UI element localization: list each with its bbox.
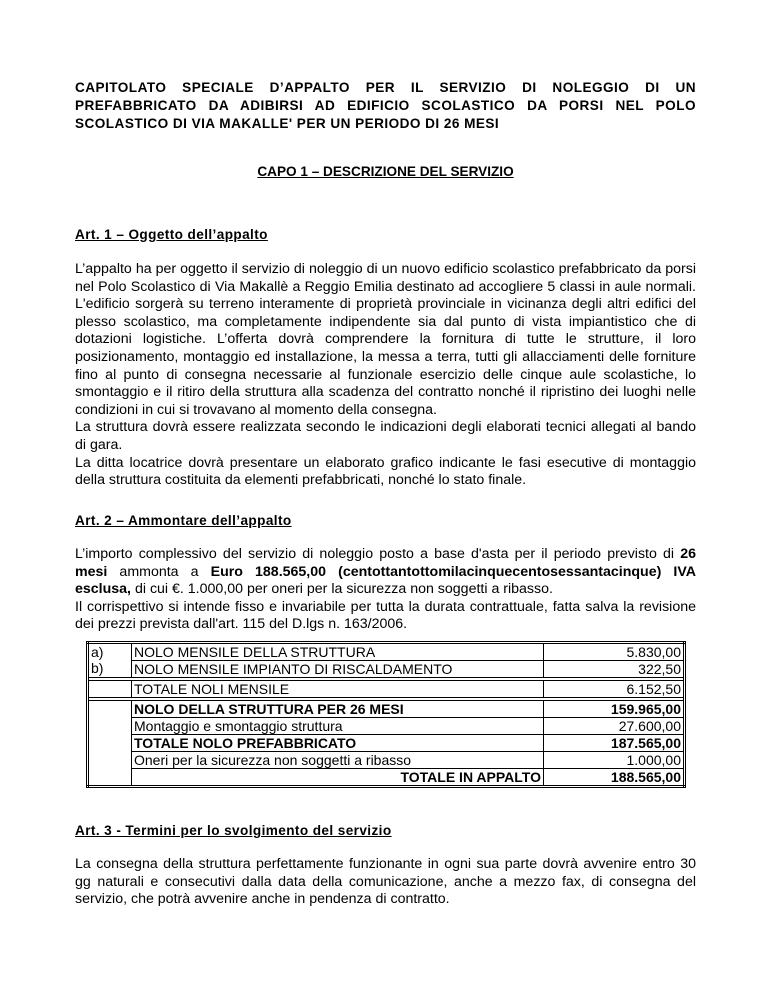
row-labels — [88, 643, 132, 678]
rental-26-months-description: NOLO DELLA STRUTTURA PER 26 MESI — [132, 701, 544, 718]
table-row — [88, 718, 685, 735]
row-a-amount: 5.830,00 — [544, 643, 685, 661]
chapter-heading: CAPO 1 – DESCRIZIONE DEL SERVIZIO — [257, 164, 514, 179]
article-2-heading: Art. 2 – Ammontare dell’appalto — [75, 513, 292, 528]
assembly-amount: 27.600,00 — [544, 718, 685, 735]
article-1-paragraph-3: La ditta locatrice dovrà presentare un elaborato grafico indicante le fasi esecutive di montaggio della struttura costituita da elementi prefabbricati, nonché lo stato finale. — [75, 454, 696, 489]
article-2-body — [75, 546, 696, 634]
row-label-b: b) — [91, 660, 104, 676]
table-row — [88, 752, 685, 769]
safety-costs-amount: 1.000,00 — [544, 752, 685, 769]
assembly-description: Montaggio e smontaggio struttura — [132, 718, 544, 735]
row-a-description: NOLO MENSILE DELLA STRUTTURA — [132, 643, 544, 661]
row-b-description: NOLO MENSILE IMPIANTO DI RISCALDAMENTO — [132, 661, 544, 678]
safety-costs-description: Oneri per la sicurezza non soggetti a ribasso — [132, 752, 544, 769]
monthly-total-description: TOTALE NOLI MENSILE — [132, 681, 544, 698]
article-1-body — [75, 261, 696, 490]
table-row — [88, 735, 685, 752]
row-label-a: a) — [91, 644, 104, 660]
prefab-total-amount: 187.565,00 — [544, 735, 685, 752]
monthly-total-amount: 6.152,50 — [544, 681, 685, 698]
amount-text-2: ammonta a — [107, 563, 211, 580]
duration-text: 26 mesi — [75, 546, 696, 580]
amount-text-3: di cui €. 1.000,00 per oneri per la sicurezza non soggetti a ribasso. — [131, 581, 553, 598]
article-2-paragraph-2: Il corrispettivo si intende fisso e invariabile per tutta la durata contrattuale, fatta salva la revisione dei prezzi prevista dall'art. 115 del D.lgs n. 163/2006. — [75, 598, 696, 633]
table-row — [88, 661, 685, 678]
contract-total-description: TOTALE IN APPALTO — [132, 769, 544, 787]
table-row — [88, 701, 685, 718]
article-3-body — [75, 856, 696, 909]
table-row — [88, 643, 685, 661]
article-3-heading: Art. 3 - Termini per lo svolgimento del servizio — [75, 823, 392, 838]
total-amount-text: Euro 188.565,00 (centottantottomilacinquecentosessantacinque) IVA esclusa, — [75, 563, 696, 598]
article-1-paragraph-1: L’appalto ha per oggetto il servizio di noleggio di un nuovo edificio scolastico prefabbricato da porsi nel Polo Scolastico di Via Makallè a Reggio Emilia destinato ad accogliere 5 classi in aule normali. L'edificio sorgerà su terreno interamente di proprietà provinciale in vicinanza degli altri edifici del plesso scolastico, ma completamente indipendente sia dal punto di vista impiantistico che di dotazioni logistiche. L’offerta dovrà comprendere la fornitura di tutte le strutture, il loro posizionamento, montaggio ed installazione, la messa a terra, tutti gli allacciamenti delle forniture fino al punto di consegna necessarie al funzionale esercizio delle cinque aule scolastiche, lo smontaggio e il ritiro della struttura alla scadenza del contratto nonché il ripristino dei luoghi nelle condizioni in cui si trovavano al momento della consegna. — [75, 261, 696, 418]
table-row — [88, 769, 685, 787]
amount-text-1: L’importo complessivo del servizio di noleggio posto a base d'asta per il periodo previsto di — [75, 546, 681, 562]
article-1-paragraph-2: La struttura dovrà essere realizzata secondo le indicazioni degli elaborati tecnici allegati al bando di gara. — [75, 419, 696, 453]
document-title: CAPITOLATO SPECIALE D’APPALTO PER IL SERVIZIO DI NOLEGGIO DI UN PREFABBRICATO DA ADIBIRSI AD EDIFICIO SCOLASTICO DA PORSI NEL POLO SCOLASTICO DI VIA MAKALLE' PER UN PERIODO DI 26 MESI — [75, 80, 696, 131]
article-3-paragraph-1: La consegna della struttura perfettamente funzionante in ogni sua parte dovrà avvenire entro 30 gg naturali e consecutivi dalla data della comunicazione, anche a mezzo fax, di consegna del servizio, che potrà avvenire anche in pendenza di contratto. — [75, 856, 696, 908]
row-b-amount: 322,50 — [544, 661, 685, 678]
table-row — [88, 681, 685, 698]
prefab-total-description: TOTALE NOLO PREFABBRICATO — [132, 735, 544, 752]
article-1-heading: Art. 1 – Oggetto dell’appalto — [75, 227, 268, 242]
rental-26-months-amount: 159.965,00 — [544, 701, 685, 718]
cost-table — [86, 641, 686, 788]
article-2-paragraph-1 — [75, 546, 696, 599]
contract-total-amount: 188.565,00 — [544, 769, 685, 787]
